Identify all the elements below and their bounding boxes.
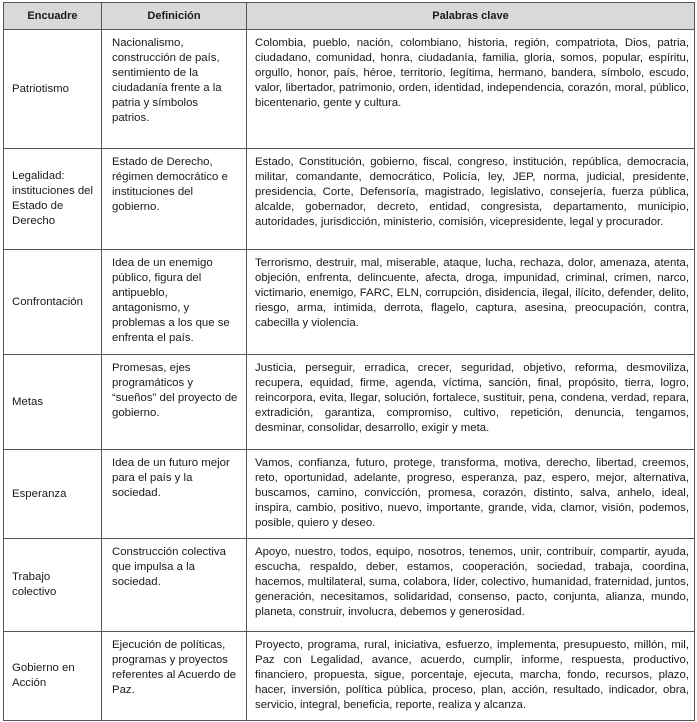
frame-definition: Construcción colectiva que impulsa a la sociedad. xyxy=(102,539,247,632)
frame-name: Gobierno en Acción xyxy=(4,632,102,721)
table-row xyxy=(4,149,695,250)
frame-definition: Idea de un futuro mejor para el país y la sociedad. xyxy=(102,450,247,539)
frame-keywords: Apoyo, nuestro, todos, equipo, nosotros, tenemos, unir, contribuir, compartir, ayuda, escucha, respaldo, deber, estamos, cooperación, sociedad, trabaja, coordina, hacemos, multilateral, suma, colabora, líder, colectivo, humanidad, fraternidad, juntos, generación, necesitamos, solidaridad, consenso, pacto, conjunta, alianza, mundo, planeta, construir, involucra, debemos y generosidad. xyxy=(247,539,695,632)
frame-name: Metas xyxy=(4,355,102,450)
frame-keywords: Terrorismo, destruir, mal, miserable, ataque, lucha, rechaza, dolor, amenaza, atenta, objeción, enfrenta, delincuente, afecta, droga, impunidad, criminal, crimen, narco, victimario, enemigo, FARC, ELN, corrupción, disidencia, ilegal, ilícito, defender, delito, riesgo, arma, intimida, derrota, flagelo, captura, asesina, preocupación, contra, cabecilla y violencia. xyxy=(247,250,695,355)
frame-keywords: Colombia, pueblo, nación, colombiano, historia, región, compatriota, Dios, patria, ciudadano, comunidad, honra, ciudadanía, familia, gloria, somos, popular, espíritu, orgullo, honor, país, héroe, territorio, legítima, hermano, bandera, símbolo, escudo, valor, libertador, patrimonio, orden, identidad, independencia, corazón, moral, público, bicentenario, gente y cultura. xyxy=(247,30,695,149)
frame-definition: Promesas, ejes programáticos y “sueños” del proyecto de gobierno. xyxy=(102,355,247,450)
frames-table xyxy=(3,2,695,721)
header-palabras-clave: Palabras clave xyxy=(247,3,695,30)
frame-definition: Nacionalismo, construcción de país, sentimiento de la ciudadanía frente a la patria y símbolos patrios. xyxy=(102,30,247,149)
frame-name: Trabajo colectivo xyxy=(4,539,102,632)
frame-keywords: Justicia, perseguir, erradica, crecer, seguridad, objetivo, reforma, desmoviliza, recupera, equidad, firme, agenda, víctima, sanción, final, propósito, tierra, logro, reincorpora, evita, llegar, solución, fortalece, sustituir, pena, condena, verdad, repara, extradición, garantiza, compromiso, cultivo, repetición, denuncia, tengamos, desminar, consolidar, desarrollo, exigir y meta. xyxy=(247,355,695,450)
header-row xyxy=(4,3,695,30)
table-row xyxy=(4,632,695,721)
frame-name: Legalidad: instituciones del Estado de Derecho xyxy=(4,149,102,250)
frame-definition: Idea de un enemigo público, figura del antipueblo, antagonismo, y problemas a los que se enfrenta el país. xyxy=(102,250,247,355)
frame-definition: Ejecución de políticas, programas y proyectos referentes al Acuerdo de Paz. xyxy=(102,632,247,721)
frame-definition: Estado de Derecho, régimen democrático e instituciones del gobierno. xyxy=(102,149,247,250)
frame-name: Esperanza xyxy=(4,450,102,539)
table-row xyxy=(4,539,695,632)
header-encuadre: Encuadre xyxy=(4,3,102,30)
frame-keywords: Vamos, confianza, futuro, protege, transforma, motiva, derecho, libertad, creemos, reto, oportunidad, adelante, progreso, esperanza, paz, espero, mejor, alternativa, buscamos, camino, convicción, promesa, corazón, distinto, salva, anhelo, ideal, inspira, cambio, positivo, nuevo, importante, grande, vida, clamor, visión, podemos, posible, quiero y deseo. xyxy=(247,450,695,539)
frame-keywords: Proyecto, programa, rural, iniciativa, esfuerzo, implementa, presupuesto, millón, mil, Paz con Legalidad, avance, acuerdo, cumplir, informe, respuesta, productivo, financiero, propuesta, sigue, porcentaje, ejecuta, marcha, fondo, recursos, plazo, hacer, inversión, política pública, proceso, plan, acción, resultado, indicador, obra, servicio, integral, beneficia, reporte, realiza y alcanza. xyxy=(247,632,695,721)
table-row xyxy=(4,30,695,149)
frame-name: Confrontación xyxy=(4,250,102,355)
table-row xyxy=(4,250,695,355)
frame-keywords: Estado, Constitución, gobierno, fiscal, congreso, institución, república, democracia, militar, comandante, democrático, Policía, ley, JEP, norma, judicial, presidente, presidencia, Corte, Defensoría, magistrado, legislativo, consejería, fuerza pública, alcalde, gobernador, decreto, entidad, congresista, departamento, municipio, autoridades, jurisdicción, ministerio, comisión, vicepresidente, legal y procurador. xyxy=(247,149,695,250)
frame-name: Patriotismo xyxy=(4,30,102,149)
table-row xyxy=(4,450,695,539)
table-row xyxy=(4,355,695,450)
header-definicion: Definición xyxy=(102,3,247,30)
